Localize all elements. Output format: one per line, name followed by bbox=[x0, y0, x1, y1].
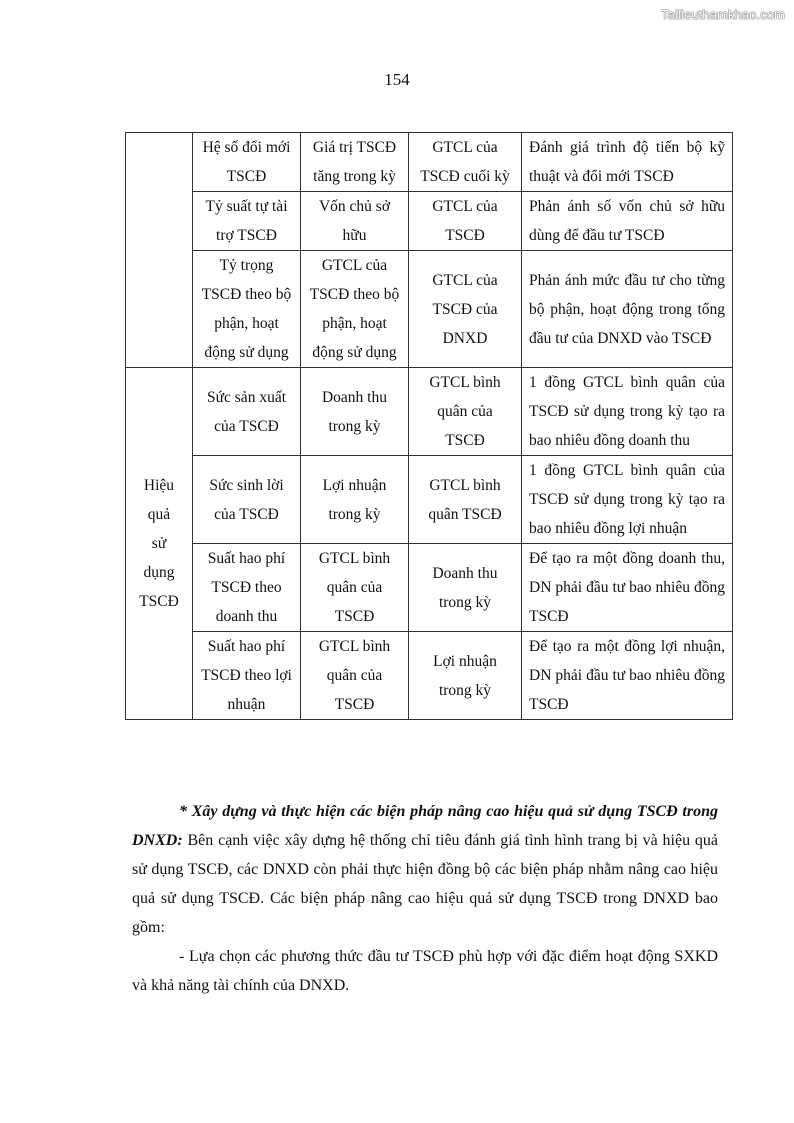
indicator-denominator: GTCL của TSCĐ cuối kỳ bbox=[409, 133, 522, 192]
indicator-table bbox=[125, 132, 733, 720]
group-label-line: dụng bbox=[143, 564, 175, 581]
indicator-denominator: GTCL bình quân TSCĐ bbox=[409, 456, 522, 544]
indicator-name: Tỷ suất tự tài trợ TSCĐ bbox=[193, 192, 301, 251]
indicator-description: Phản ánh mức đầu tư cho từng bộ phận, hoạt động trong tổng đầu tư của DNXD vào TSCĐ bbox=[522, 251, 733, 368]
indicator-name: Tỷ trọng TSCĐ theo bộ phận, hoạt động sử dụng bbox=[193, 251, 301, 368]
indicator-numerator: Doanh thu trong kỳ bbox=[301, 368, 409, 456]
group-label-line: TSCĐ bbox=[139, 593, 179, 610]
indicator-name: Sức sinh lời của TSCĐ bbox=[193, 456, 301, 544]
indicator-name: Hệ số đổi mới TSCĐ bbox=[193, 133, 301, 192]
body-text bbox=[132, 797, 718, 1000]
indicator-description: Đánh giá trình độ tiến bộ kỹ thuật và đổi mới TSCĐ bbox=[522, 133, 733, 192]
group-label-line: quả bbox=[147, 506, 171, 523]
indicator-name: Sức sản xuất của TSCĐ bbox=[193, 368, 301, 456]
table-row bbox=[126, 544, 733, 632]
table-row bbox=[126, 632, 733, 720]
indicator-name: Suất hao phí TSCĐ theo doanh thu bbox=[193, 544, 301, 632]
indicator-numerator: Lợi nhuận trong kỳ bbox=[301, 456, 409, 544]
indicator-description: Phản ánh số vốn chủ sở hữu dùng để đầu tư TSCĐ bbox=[522, 192, 733, 251]
indicator-denominator: GTCL bình quân của TSCĐ bbox=[409, 368, 522, 456]
group-cell-equipment bbox=[126, 133, 193, 368]
table-row bbox=[126, 192, 733, 251]
table-row bbox=[126, 456, 733, 544]
table-row bbox=[126, 133, 733, 192]
indicator-denominator: Lợi nhuận trong kỳ bbox=[409, 632, 522, 720]
group-label-line: sử bbox=[151, 535, 167, 552]
paragraph-text: Bên cạnh việc xây dựng hệ thống chỉ tiêu đánh giá tình hình trang bị và hiệu quả sử dụng TSCĐ, các DNXD còn phải thực hiện đồng bộ các biện pháp nhằm nâng cao hiệu quả sử dụng TSCĐ. Các biện pháp nâng cao hiệu quả sử dụng TSCĐ trong DNXD bao gồm: bbox=[132, 832, 718, 936]
indicator-numerator: GTCL bình quân của TSCĐ bbox=[301, 544, 409, 632]
body-paragraph bbox=[132, 797, 718, 942]
group-cell-efficiency bbox=[126, 368, 193, 720]
indicator-description: 1 đồng GTCL bình quân của TSCĐ sử dụng trong kỳ tạo ra bao nhiêu đồng doanh thu bbox=[522, 368, 733, 456]
indicator-numerator: Giá trị TSCĐ tăng trong kỳ bbox=[301, 133, 409, 192]
table-row bbox=[126, 368, 733, 456]
group-label-line: Hiệu bbox=[143, 477, 175, 494]
indicator-numerator: Vốn chủ sở hữu bbox=[301, 192, 409, 251]
indicator-numerator: GTCL bình quân của TSCĐ bbox=[301, 632, 409, 720]
indicator-name: Suất hao phí TSCĐ theo lợi nhuận bbox=[193, 632, 301, 720]
indicator-description: 1 đồng GTCL bình quân của TSCĐ sử dụng trong kỳ tạo ra bao nhiêu đồng lợi nhuận bbox=[522, 456, 733, 544]
body-paragraph: - Lựa chọn các phương thức đầu tư TSCĐ phù hợp với đặc điểm hoạt động SXKD và khả năng tài chính của DNXD. bbox=[132, 948, 718, 994]
section-heading: * Xây dựng và thực hiện các biện pháp nâng cao hiệu quả sử dụng TSCĐ trong DNXD: bbox=[132, 803, 718, 849]
indicator-denominator: GTCL của TSCĐ của DNXD bbox=[409, 251, 522, 368]
indicator-description: Để tạo ra một đồng doanh thu, DN phải đầu tư bao nhiêu đồng TSCĐ bbox=[522, 544, 733, 632]
indicator-denominator: Doanh thu trong kỳ bbox=[409, 544, 522, 632]
table-row bbox=[126, 251, 733, 368]
indicator-numerator: GTCL của TSCĐ theo bộ phận, hoạt động sử dụng bbox=[301, 251, 409, 368]
indicator-denominator: GTCL của TSCĐ bbox=[409, 192, 522, 251]
indicator-description: Để tạo ra một đồng lợi nhuận, DN phải đầu tư bao nhiêu đồng TSCĐ bbox=[522, 632, 733, 720]
page-number: 154 bbox=[384, 70, 410, 89]
watermark: Tailieuthamkhao.com bbox=[660, 7, 785, 22]
